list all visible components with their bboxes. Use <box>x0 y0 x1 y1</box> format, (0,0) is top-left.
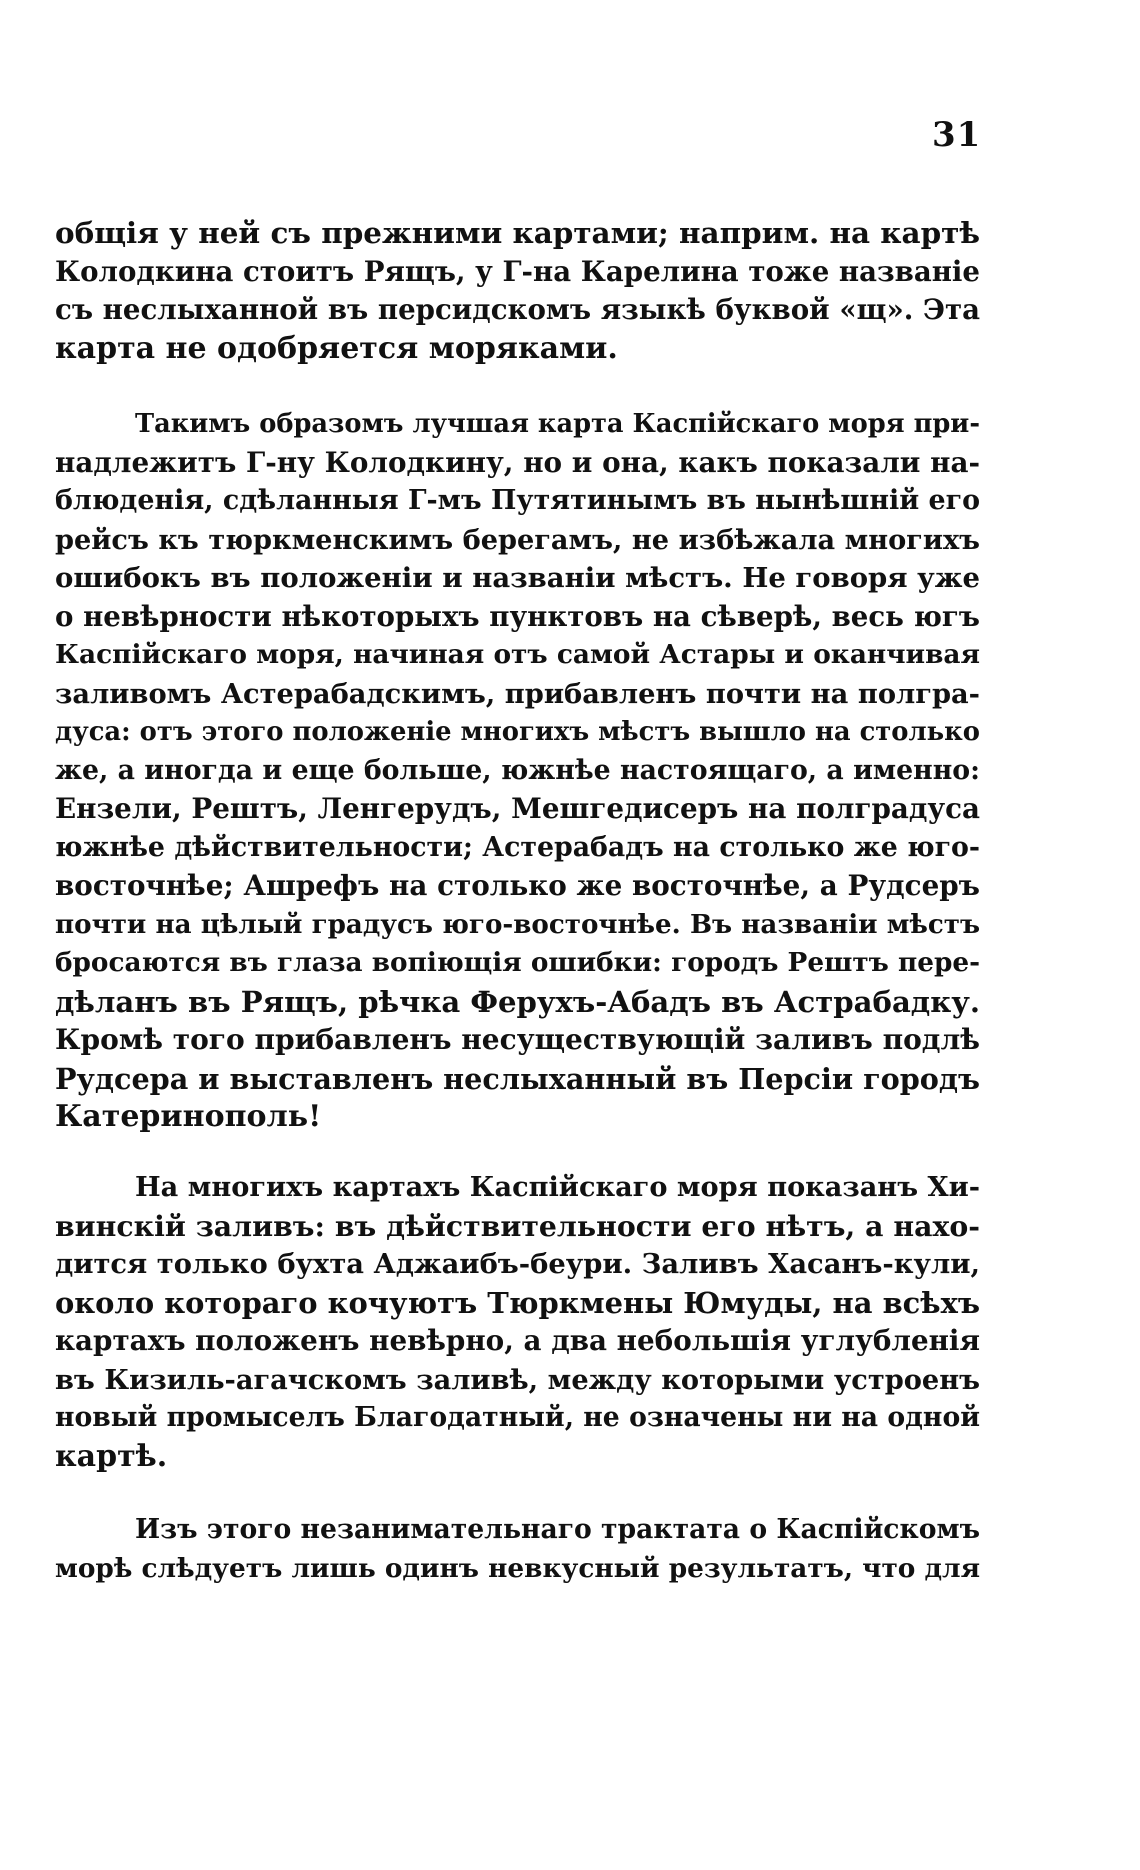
paragraph-3 <box>55 1168 980 1476</box>
text-line: Изъ этого незанимательнаго трактата о Каспійскомъ <box>135 1514 980 1545</box>
text-line: Кромѣ того прибавленъ несуществующій заливъ подлѣ <box>55 1023 980 1056</box>
paragraph-4 <box>55 1511 980 1588</box>
text-line: восточнѣе; Ашрефъ на столько же восточнѣе, а Рудсеръ <box>55 869 980 902</box>
text-line: надлежитъ Г-ну Колодкину, но и она, какъ показали на- <box>55 445 980 479</box>
text-line: картѣ. <box>55 1438 168 1474</box>
text-line: рейсъ къ тюркменскимъ берегамъ, не избѣжала многихъ <box>55 523 980 556</box>
text-line: почти на цѣлый градусъ юго-восточнѣе. Въ названіи мѣстъ <box>55 908 980 940</box>
text-line: Ензели, Рештъ, Ленгерудъ, Мешгедисеръ на полградуса <box>55 792 980 825</box>
text-line: ошибокъ въ положеніи и названіи мѣстъ. Не говоря уже <box>55 562 980 594</box>
text-line: картахъ положенъ невѣрно, а два небольшія углубленія <box>55 1324 980 1357</box>
text-line: На многихъ картахъ Каспійскаго моря показанъ Хи- <box>135 1171 980 1203</box>
text-line: же, а иногда и еще больше, южнѣе настоящаго, а именно: <box>55 754 980 786</box>
text-line: Колодкина стоитъ Рящъ, у Г-на Карелина тоже названіе <box>55 254 980 288</box>
text-line: Такимъ образомъ лучшая карта Каспійскаго моря при- <box>135 409 980 439</box>
text-line: о невѣрности нѣкоторыхъ пунктовъ на сѣверѣ, весь югъ <box>55 599 980 633</box>
text-line: дится только бухта Аджаибъ-беури. Заливъ Хасанъ-кули, <box>55 1248 980 1280</box>
text-line: общія у ней съ прежними картами; наприм. на картѣ <box>55 215 980 250</box>
text-line: Катеринополь! <box>55 1099 322 1134</box>
text-line: новый промыселъ Благодатный, не означены ни на одной <box>55 1402 980 1433</box>
page-number: 31 <box>932 115 982 155</box>
text-line: карта не одобряется моряками. <box>55 330 618 366</box>
paragraph-1 <box>55 214 980 368</box>
text-line: винскій заливъ: въ дѣйствительности его нѣтъ, а нахо- <box>55 1208 980 1243</box>
text-line: дуса: отъ этого положеніе многихъ мѣстъ вышло на столько <box>55 717 980 747</box>
text-line: въ Кизиль-агачскомъ заливѣ, между которыми устроенъ <box>55 1363 980 1396</box>
text-line: Каспійскаго моря, начиная отъ самой Астары и оканчивая <box>55 639 980 670</box>
text-line: около котораго кочуютъ Тюркмены Юмуды, на всѣхъ <box>55 1285 980 1320</box>
text-line: южнѣе дѣйствительности; Астерабадъ на столько же юго- <box>55 831 980 863</box>
text-line: съ неслыханной въ персидскомъ языкѣ буквой «щ». Эта <box>55 293 980 326</box>
text-line: заливомъ Астерабадскимъ, прибавленъ почти на полгра- <box>55 677 980 710</box>
text-line: морѣ слѣдуетъ лишь одинъ невкусный результатъ, что для <box>55 1552 981 1584</box>
paragraph-2 <box>55 405 980 1137</box>
text-line: дѣланъ въ Рящъ, рѣчка Ферухъ-Абадъ въ Астрабадку. <box>55 984 980 1019</box>
text-line: бросаются въ глаза вопіющія ошибки: городъ Рештъ пере- <box>55 947 980 978</box>
text-line: Рудсера и выставленъ неслыханный въ Персіи городъ <box>55 1061 980 1096</box>
text-line: блюденія, сдѣланныя Г-мъ Путятинымъ въ нынѣшній его <box>55 485 980 516</box>
